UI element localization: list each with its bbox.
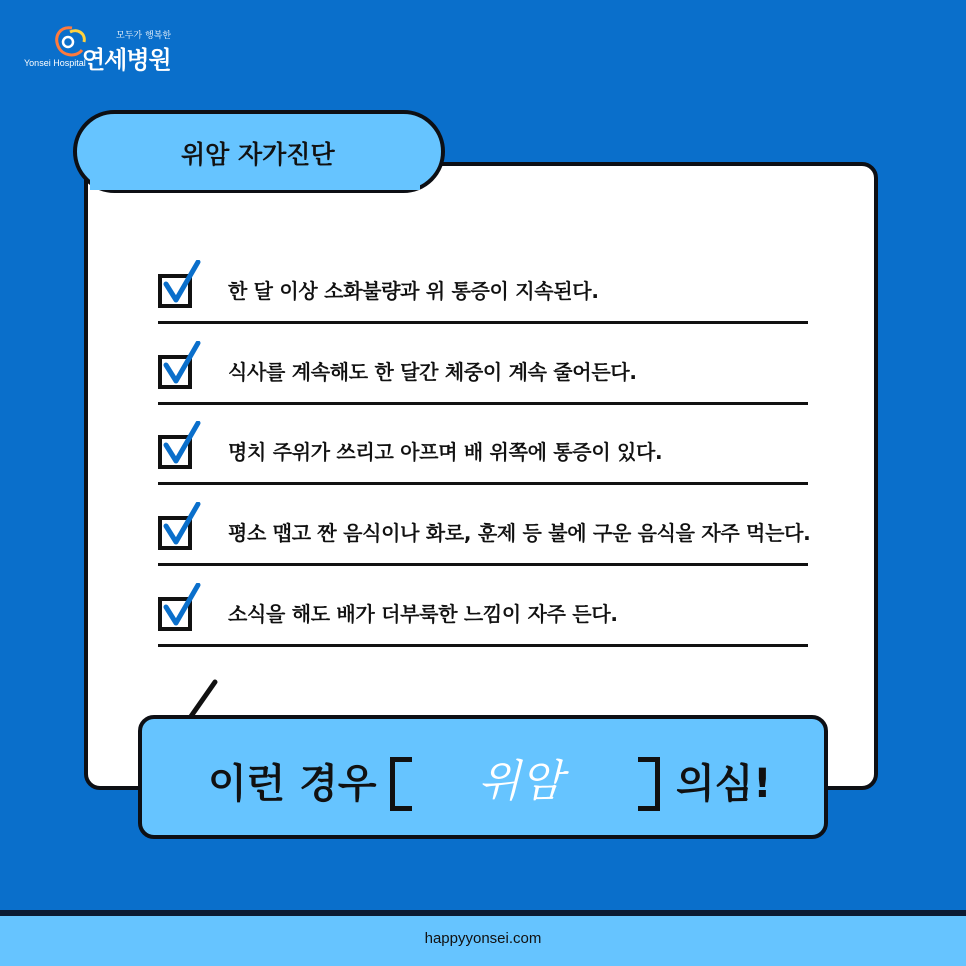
list-item — [158, 488, 811, 566]
checklist-item-text: 평소 맵고 짠 음식이나 화로, 훈제 등 불에 구운 음식을 자주 먹는다. — [228, 521, 811, 545]
list-item — [158, 569, 808, 647]
divider — [158, 321, 808, 324]
checklist-item-text: 명치 주위가 쓰리고 아프며 배 위쪽에 통증이 있다. — [228, 440, 663, 464]
logo-name: 연세병원 — [82, 46, 171, 74]
conclusion-tail: 의심! — [676, 761, 772, 807]
hospital-logo — [24, 22, 184, 72]
divider — [158, 482, 808, 485]
checked-checkbox-icon — [158, 341, 204, 389]
divider — [158, 563, 808, 566]
footer-url[interactable]: happyyonsei.com — [424, 930, 542, 947]
right-bracket — [638, 757, 660, 811]
checked-checkbox-icon — [158, 502, 204, 550]
list-item — [158, 407, 808, 485]
page-title: 위암 자가진단 — [181, 140, 335, 169]
list-item — [158, 246, 808, 324]
checklist-item-text: 한 달 이상 소화불량과 위 통증이 지속된다. — [228, 279, 599, 303]
list-item — [158, 327, 808, 405]
checked-checkbox-icon — [158, 583, 204, 631]
checked-checkbox-icon — [158, 260, 204, 308]
left-bracket — [390, 757, 412, 811]
checklist-item-text: 소식을 해도 배가 더부룩한 느낌이 자주 든다. — [228, 602, 618, 626]
footer — [0, 916, 966, 966]
logo-slogan: 모두가 행복한 — [116, 31, 172, 41]
checklist-item-text: 식사를 계속해도 한 달간 체중이 계속 줄어든다. — [228, 360, 637, 384]
logo-english-text: Yonsei Hospital — [24, 58, 86, 68]
checked-checkbox-icon — [158, 421, 204, 469]
divider — [158, 644, 808, 647]
conclusion-lead: 이런 경우 — [208, 761, 377, 807]
conclusion-box — [138, 715, 828, 839]
conclusion-answer: 위암 — [478, 756, 564, 807]
tab-connector — [90, 176, 420, 190]
divider — [158, 402, 808, 405]
